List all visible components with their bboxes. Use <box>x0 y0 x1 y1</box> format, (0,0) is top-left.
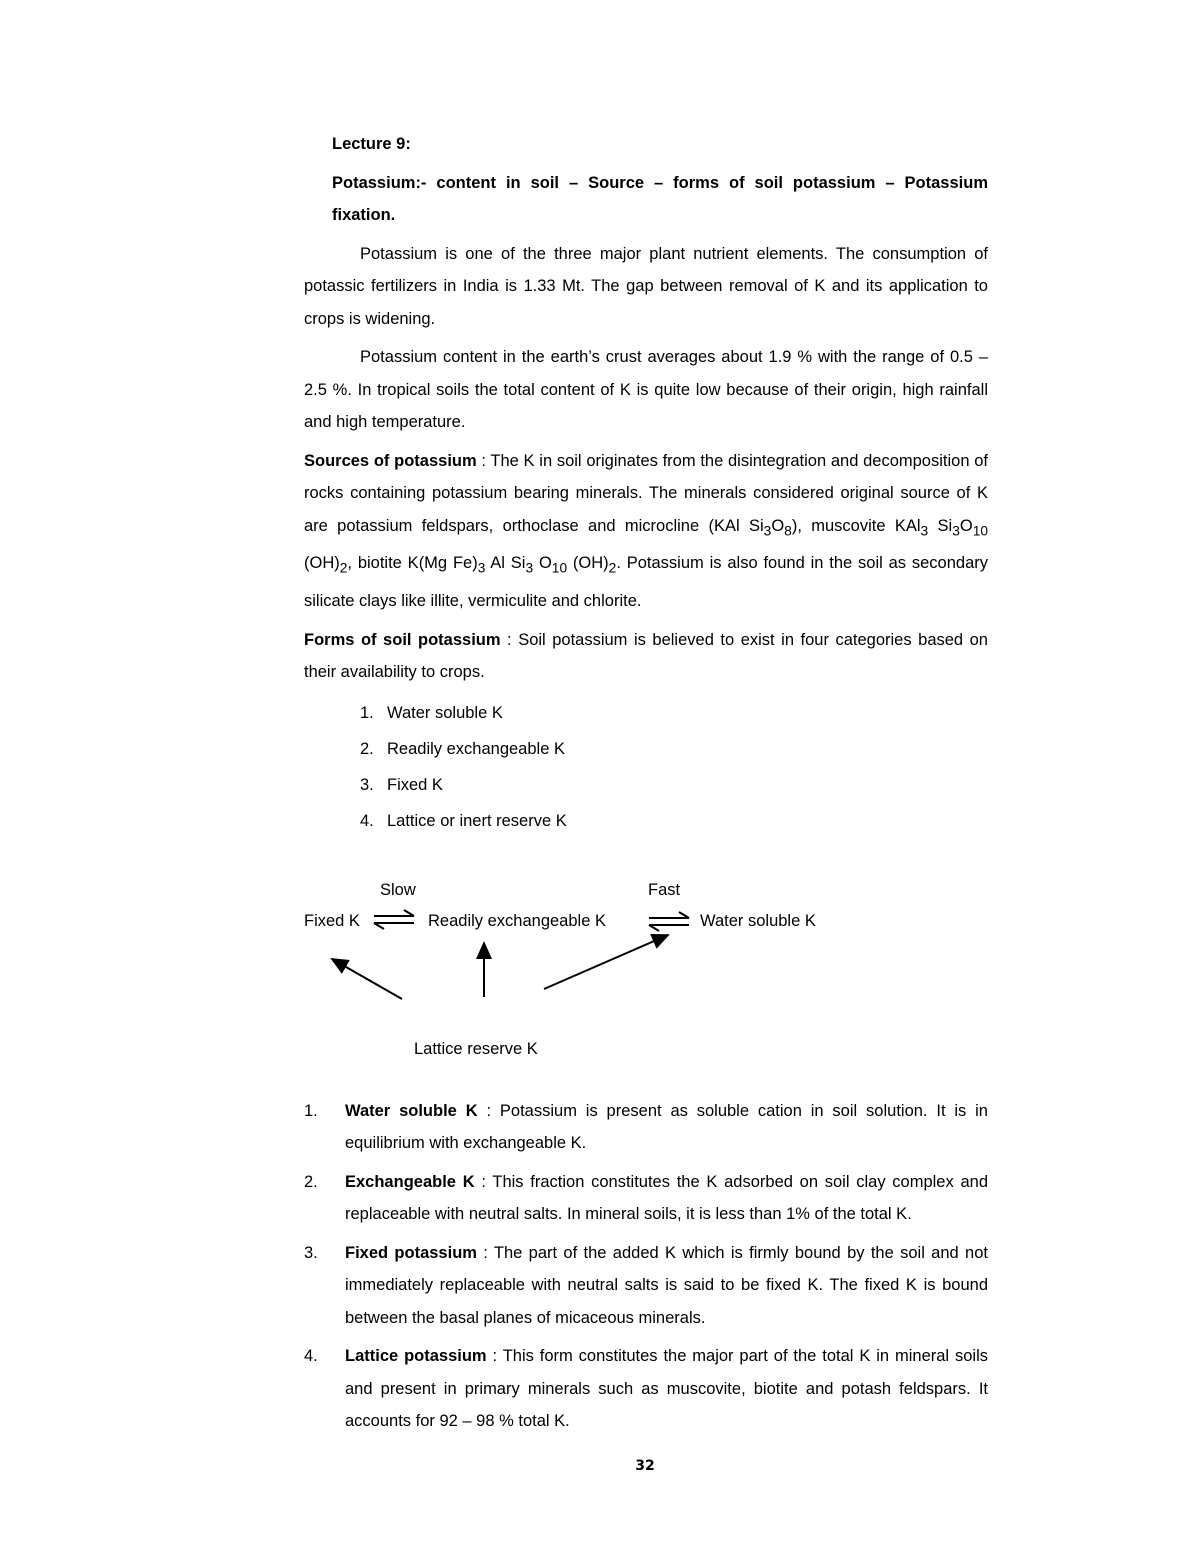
forms-text: Soil potassium is believed to exist in four categories based on their availability to crops. <box>304 630 988 682</box>
page-number: 32 <box>635 1458 655 1474</box>
lattice-to-fixed-arrow <box>332 959 402 999</box>
list-label: Fixed K <box>387 775 443 794</box>
subscript: 2 <box>608 560 617 576</box>
list-number: 3. <box>304 1243 318 1262</box>
slow-label: Slow <box>380 880 416 899</box>
sources-heading: Sources of potassium <box>304 451 477 470</box>
sources-text: O <box>959 516 973 535</box>
sources-separator: : <box>476 451 491 470</box>
forms-separator: : <box>500 630 519 649</box>
forms-paragraph <box>304 624 988 689</box>
sources-text: (OH) <box>567 554 609 573</box>
subscript: 10 <box>551 560 568 576</box>
lattice-to-soluble-arrow <box>544 935 668 989</box>
definition-text: Potassium is present as soluble cation in soil solution. It is in equilibrium with exchangeable K. <box>345 1101 988 1153</box>
definition-separator: : <box>474 1172 493 1191</box>
soluble-k-label: Water soluble K <box>700 911 816 930</box>
exchangeable-k-label: Readily exchangeable K <box>428 911 606 930</box>
sources-text: . Potassium is also found in the soil as secondary silicate clays like illite, vermiculite and chlorite. <box>304 554 988 611</box>
list-number: 2. <box>360 739 374 758</box>
subscript: 3 <box>952 522 960 538</box>
definition-term: Fixed potassium <box>345 1243 477 1262</box>
sources-text: O <box>771 516 785 535</box>
list-item <box>304 1340 988 1438</box>
sources-text: ), muscovite KAl <box>791 516 921 535</box>
sources-text: The K in soil originates from the disintegration and decomposition of rocks containing potassium bearing minerals. The minerals considered original source of K are potassium feldspars, orthoclase and microcline (KAl Si <box>304 451 988 535</box>
list-number: 1. <box>304 1101 318 1120</box>
list-item <box>304 1237 988 1335</box>
list-item <box>360 803 988 839</box>
definition-term: Water soluble K <box>345 1101 478 1120</box>
equilibrium-arrow-fast <box>649 912 689 931</box>
list-item <box>360 695 988 731</box>
list-number: 1. <box>360 703 374 722</box>
subscript: 2 <box>339 560 348 576</box>
sources-text: , biotite K(Mg Fe) <box>347 554 478 573</box>
subscript: 8 <box>784 522 792 538</box>
sources-text: Al Si <box>485 554 526 573</box>
sources-text: (OH) <box>304 554 340 573</box>
subscript: 3 <box>763 522 772 538</box>
list-item <box>304 1095 988 1160</box>
subscript: 10 <box>972 522 988 538</box>
list-number: 4. <box>304 1347 318 1366</box>
sources-text: O <box>533 554 552 573</box>
list-item <box>360 767 988 803</box>
definition-text: This form constitutes the major part of the total K in mineral soils and present in primary minerals such as muscovite, biotite and potash feldspars. It accounts for 92 – 98 % total K. <box>345 1347 988 1431</box>
intro-paragraph-2: Potassium content in the earth’s crust averages about 1.9 % with the range of 0.5 – 2.5 %. In tropical soils the total content of K is quite low because of their origin, high rainfall and high temperature. <box>304 348 988 431</box>
forms-list <box>304 695 988 839</box>
subscript: 3 <box>477 560 486 576</box>
fast-label: Fast <box>648 880 681 899</box>
potassium-equilibrium-diagram <box>304 847 988 1095</box>
definition-text: This fraction constitutes the K adsorbed on soil clay complex and replaceable with neutral salts. In mineral soils, it is less than 1% of the total K. <box>345 1172 988 1224</box>
forms-heading: Forms of soil potassium <box>304 630 501 649</box>
list-number: 4. <box>360 811 374 830</box>
list-item <box>360 731 988 767</box>
list-item <box>304 1166 988 1231</box>
list-number: 2. <box>304 1172 318 1191</box>
sources-paragraph <box>304 445 988 618</box>
lecture-label: Lecture 9: <box>332 135 411 153</box>
intro-paragraph-1: Potassium is one of the three major plant nutrient elements. The consumption of potassic fertilizers in India is 1.33 Mt. The gap between removal of K and its application to crops is widening. <box>304 244 988 328</box>
list-label: Lattice or inert reserve K <box>387 811 567 830</box>
list-label: Water soluble K <box>387 703 503 722</box>
list-number: 3. <box>360 775 374 794</box>
definition-separator: : <box>486 1347 503 1366</box>
definition-separator: : <box>477 1101 500 1120</box>
subscript: 3 <box>525 560 534 576</box>
lattice-reserve-k-label: Lattice reserve K <box>414 1039 538 1058</box>
definition-term: Exchangeable K <box>345 1172 475 1191</box>
document-page <box>304 128 988 1444</box>
definition-term: Lattice potassium <box>345 1347 487 1366</box>
equilibrium-arrow-slow <box>374 910 414 929</box>
definition-separator: : <box>476 1243 494 1262</box>
definition-text: The part of the added K which is firmly bound by the soil and not immediately replaceable with neutral salts is said to be fixed K. The fixed K is bound between the basal planes of micaceous minerals. <box>345 1243 988 1327</box>
subscript: 3 <box>920 522 929 538</box>
fixed-k-label: Fixed K <box>304 911 360 930</box>
lecture-title: Potassium:- content in soil – Source – forms of soil potassium – Potassium fixation. <box>332 173 988 224</box>
list-label: Readily exchangeable K <box>387 739 565 758</box>
definition-list <box>304 1095 988 1438</box>
sources-text: Si <box>928 516 953 535</box>
